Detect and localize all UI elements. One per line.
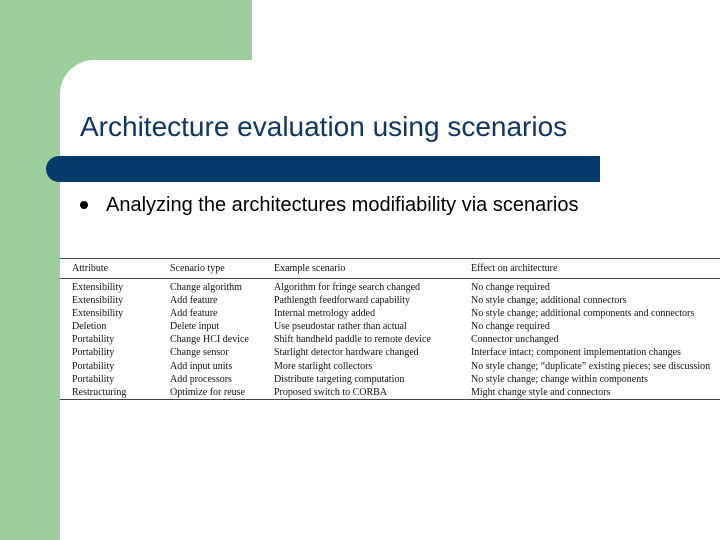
cell-attribute: Portability <box>72 360 115 372</box>
table-row <box>60 307 720 320</box>
cell-effect: No style change; additional connectors <box>471 295 627 307</box>
cell-example: Pathlength feedforward capability <box>274 295 411 307</box>
cell-attribute: Deletion <box>72 321 107 333</box>
cell-effect: No change required <box>471 321 550 333</box>
cell-example: Internal metrology added <box>274 308 376 320</box>
bullet-dot-icon <box>80 201 88 209</box>
cell-effect: Might change style and connectors <box>471 386 611 398</box>
cell-attribute: Extensibility <box>72 282 124 293</box>
table-row <box>60 346 720 359</box>
cell-effect: No style change; additional components and connectors <box>471 308 695 320</box>
title-underline-bar <box>46 156 600 182</box>
bullet-text: Analyzing the architectures modifiability via scenarios <box>106 194 579 216</box>
cell-example: Proposed switch to CORBA <box>274 386 388 398</box>
slide-title: Architecture evaluation using scenarios <box>80 111 568 142</box>
cell-attribute: Restructuring <box>72 386 127 398</box>
table-row <box>60 294 720 307</box>
cell-attribute: Portability <box>72 373 115 385</box>
table-row <box>60 279 720 295</box>
cell-attribute: Extensibility <box>72 308 124 320</box>
cell-example: Distribute targeting computation <box>274 373 405 385</box>
cell-example: Shift handheld paddle to remote device <box>274 334 431 346</box>
table-row <box>60 386 720 400</box>
cell-attribute: Portability <box>72 334 115 346</box>
cell-effect: Connector unchanged <box>471 334 559 346</box>
cell-scenario-type: Change sensor <box>170 347 229 359</box>
cell-scenario-type: Optimize for reuse <box>170 386 245 398</box>
cell-effect: No change required <box>471 282 550 293</box>
header-effect: Effect on architecture <box>471 263 558 274</box>
cell-example: Starlight detector hardware changed <box>274 347 419 359</box>
cell-example: Use pseudostar rather than actual <box>274 321 407 333</box>
table-header-row <box>60 259 720 279</box>
cell-effect: Interface intact; component implementation changes <box>471 347 681 359</box>
table-row <box>60 373 720 386</box>
cell-scenario-type: Delete input <box>170 321 220 333</box>
cell-scenario-type: Change algorithm <box>170 282 242 293</box>
cell-example: Algorithm for fringe search changed <box>274 282 421 293</box>
cell-effect: No style change; change within components <box>471 373 648 385</box>
green-left-strip <box>0 0 60 540</box>
table-row <box>60 359 720 372</box>
cell-example: More starlight collectors <box>274 360 373 372</box>
cell-scenario-type: Add input units <box>170 360 233 372</box>
table-row <box>60 333 720 346</box>
table-row <box>60 320 720 333</box>
header-example-scenario: Example scenario <box>274 263 346 274</box>
scenario-table <box>60 258 720 400</box>
cell-scenario-type: Add feature <box>170 308 218 320</box>
scenario-table-image <box>60 258 720 403</box>
cell-attribute: Portability <box>72 347 115 359</box>
cell-attribute: Extensibility <box>72 295 124 307</box>
cell-scenario-type: Add processors <box>170 373 232 385</box>
cell-scenario-type: Change HCI device <box>170 334 249 346</box>
cell-scenario-type: Add feature <box>170 295 218 307</box>
cell-effect: No style change; “duplicate” existing pieces; see discussion <box>471 360 711 372</box>
header-attribute: Attribute <box>72 263 109 274</box>
header-scenario-type: Scenario type <box>170 263 225 274</box>
